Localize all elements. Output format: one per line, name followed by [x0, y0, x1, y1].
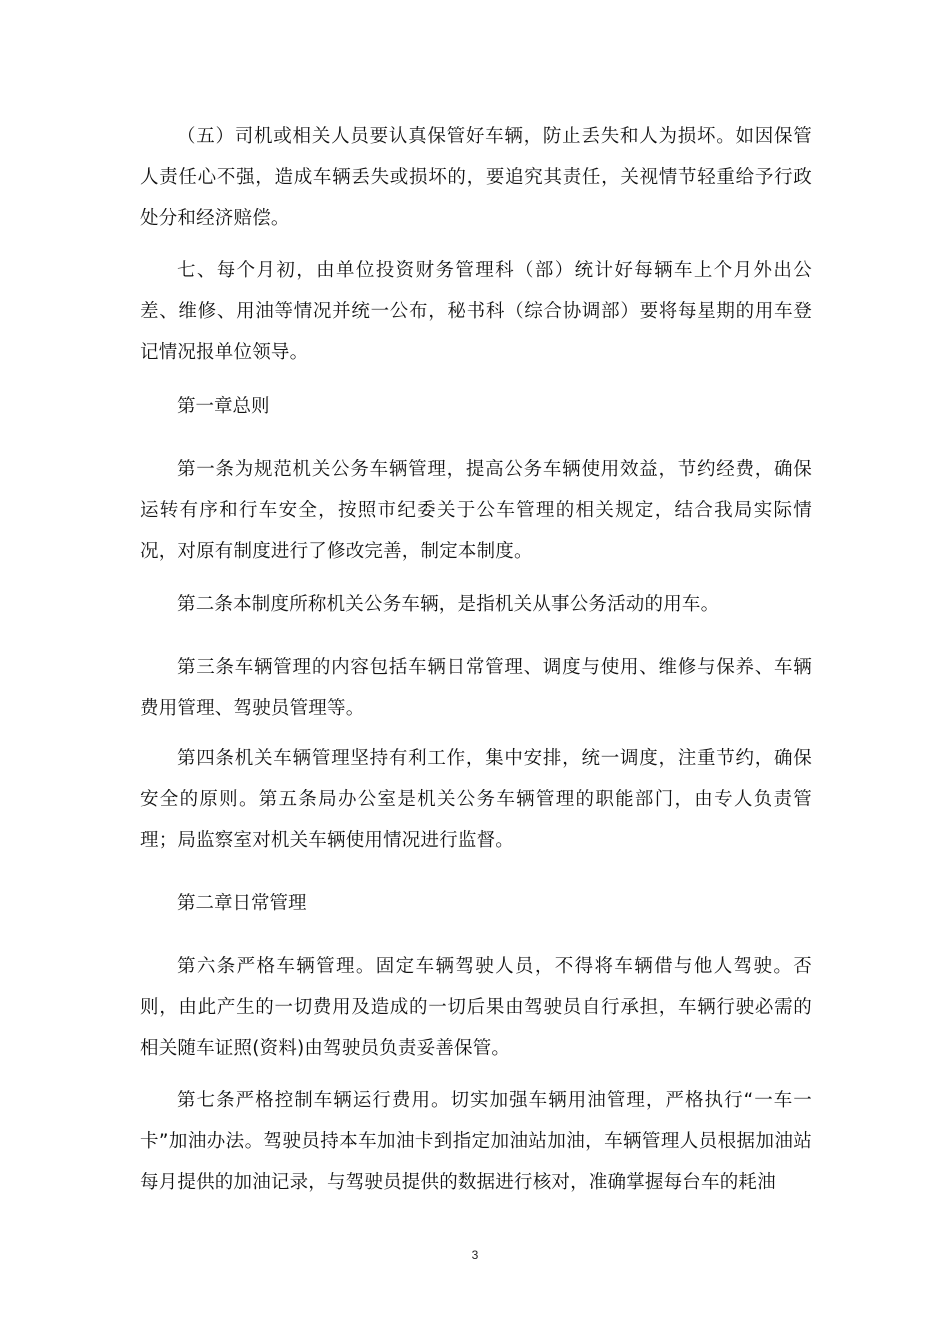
- chapter-2-heading: 第二章日常管理: [177, 893, 307, 914]
- chapter-1-heading: 第一章总则: [177, 396, 270, 417]
- paragraph-article-1: 第一条为规范机关公务车辆管理，提高公务车辆使用效益，节约经费，确保运转有序和行车安全，按照市纪委关于公车管理的相关规定，结合我局实际情况，对原有制度进行了修改完善，制定本制度。: [140, 459, 812, 562]
- page-number: 3: [471, 1248, 479, 1262]
- paragraph-article-4-5: 第四条机关车辆管理坚持有利工作，集中安排，统一调度，注重节约，确保安全的原则。第五条局办公室是机关公务车辆管理的职能部门，由专人负责管理；局监察室对机关车辆使用情况进行监督。: [140, 748, 812, 851]
- paragraph-article-6: 第六条严格车辆管理。固定车辆驾驶人员，不得将车辆借与他人驾驶。否则，由此产生的一切费用及造成的一切后果由驾驶员自行承担，车辆行驶必需的相关随车证照(资料)由驾驶员负责妥善保管。: [140, 956, 812, 1059]
- paragraph-section-7-monthly-statistics: 七、每个月初，由单位投资财务管理科（部）统计好每辆车上个月外出公差、维修、用油等情况并统一公布，秘书科（综合协调部）要将每星期的用车登记情况报单位领导。: [140, 260, 812, 363]
- paragraph-item-5-vehicle-custody: （五）司机或相关人员要认真保管好车辆，防止丢失和人为损坏。如因保管人责任心不强，造成车辆丢失或损坏的，要追究其责任，关视情节轻重给予行政处分和经济赔偿。: [140, 126, 812, 229]
- paragraph-article-2: 第二条本制度所称机关公务车辆，是指机关从事公务活动的用车。: [177, 594, 720, 615]
- paragraph-article-7: 第七条严格控制车辆运行费用。切实加强车辆用油管理，严格执行“一车一卡”加油办法。驾驶员持本车加油卡到指定加油站加油，车辆管理人员根据加油站每月提供的加油记录，与驾驶员提供的数据进行核对，准确掌握每台车的耗油: [140, 1090, 812, 1193]
- paragraph-article-3: 第三条车辆管理的内容包括车辆日常管理、调度与使用、维修与保养、车辆费用管理、驾驶员管理等。: [140, 657, 812, 719]
